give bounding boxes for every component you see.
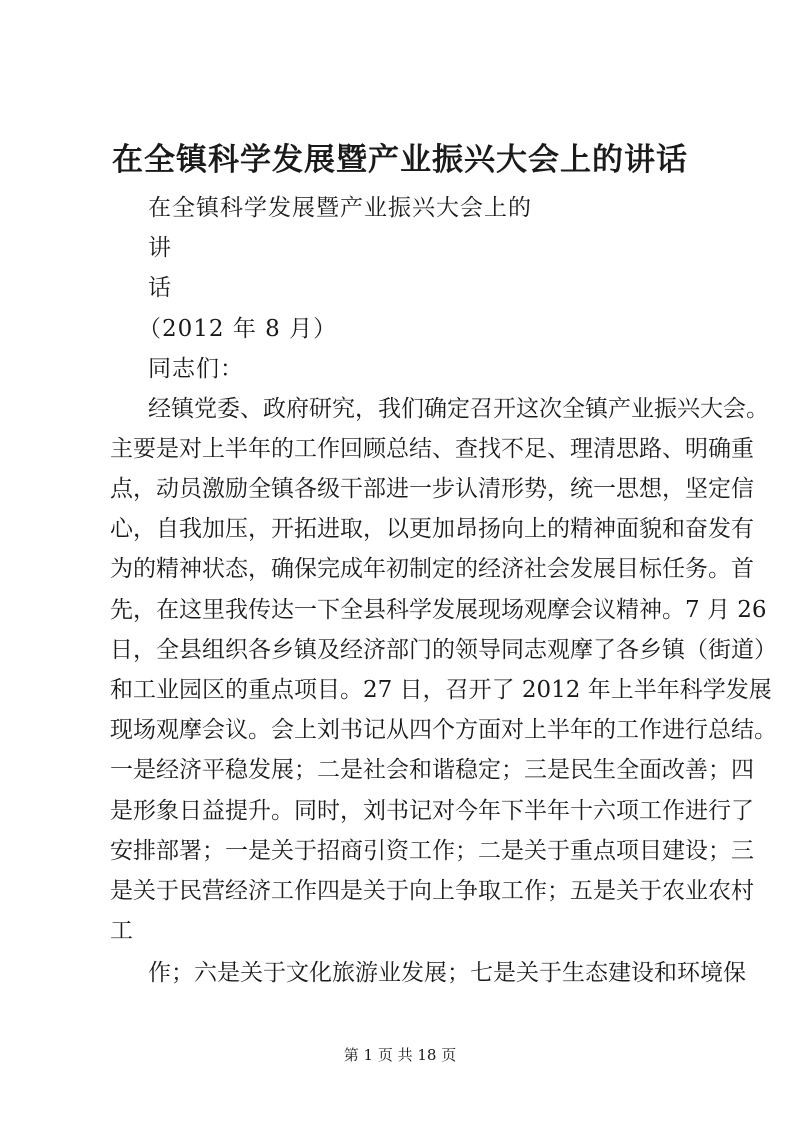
body-line: 和工业园区的重点项目。27 日，召开了 2012 年上半年科学发展 [110,677,772,703]
page-number: 第 1 页 共 18 页 [343,1046,457,1064]
body-line: 经镇党委、政府研究，我们确定召开这次全镇产业振兴大会。 [148,396,769,422]
salutation: 同志们： [148,356,244,382]
subtitle-line-3: 话 [148,275,172,301]
body-line: 作；六是关于文化旅游业发展；七是关于生态建设和环境保 [148,960,746,986]
speech-date: （2012 年 8 月） [138,316,338,342]
body-line: 是形象日益提升。同时，刘书记对今年下半年十六项工作进行了 [110,798,754,824]
body-line: 一是经济平稳发展；二是社会和谐稳定；三是民生全面改善；四 [110,757,754,783]
document-title: 在全镇科学发展暨产业振兴大会上的讲话 [112,142,688,178]
subtitle-line-2: 讲 [148,235,172,261]
body-line: 心，自我加压，开拓进取，以更加昂扬向上的精神面貌和奋发有 [110,516,754,542]
body-line: 先，在这里我传达一下全县科学发展现场观摩会议精神。7 月 26 [110,597,767,623]
body-line: 工 [110,918,134,944]
body-line: 点，动员激励全镇各级干部进一步认清形势，统一思想，坚定信 [110,476,754,502]
body-line: 日，全县组织各乡镇及经济部门的领导同志观摩了各乡镇（街道） [110,637,777,663]
body-line: 为的精神状态，确保完成年初制定的经济社会发展目标任务。首 [110,556,754,582]
body-line: 现场观摩会议。会上刘书记从四个方面对上半年的工作进行总结。 [110,717,777,743]
body-line: 安排部署；一是关于招商引资工作；二是关于重点项目建设；三 [110,838,754,864]
subtitle-line-1: 在全镇科学发展暨产业振兴大会上的 [148,195,532,221]
body-line: 是关于民营经济工作四是关于向上争取工作；五是关于农业农村 [110,878,754,904]
body-line: 主要是对上半年的工作回顾总结、查找不足、理清思路、明确重 [110,436,754,462]
